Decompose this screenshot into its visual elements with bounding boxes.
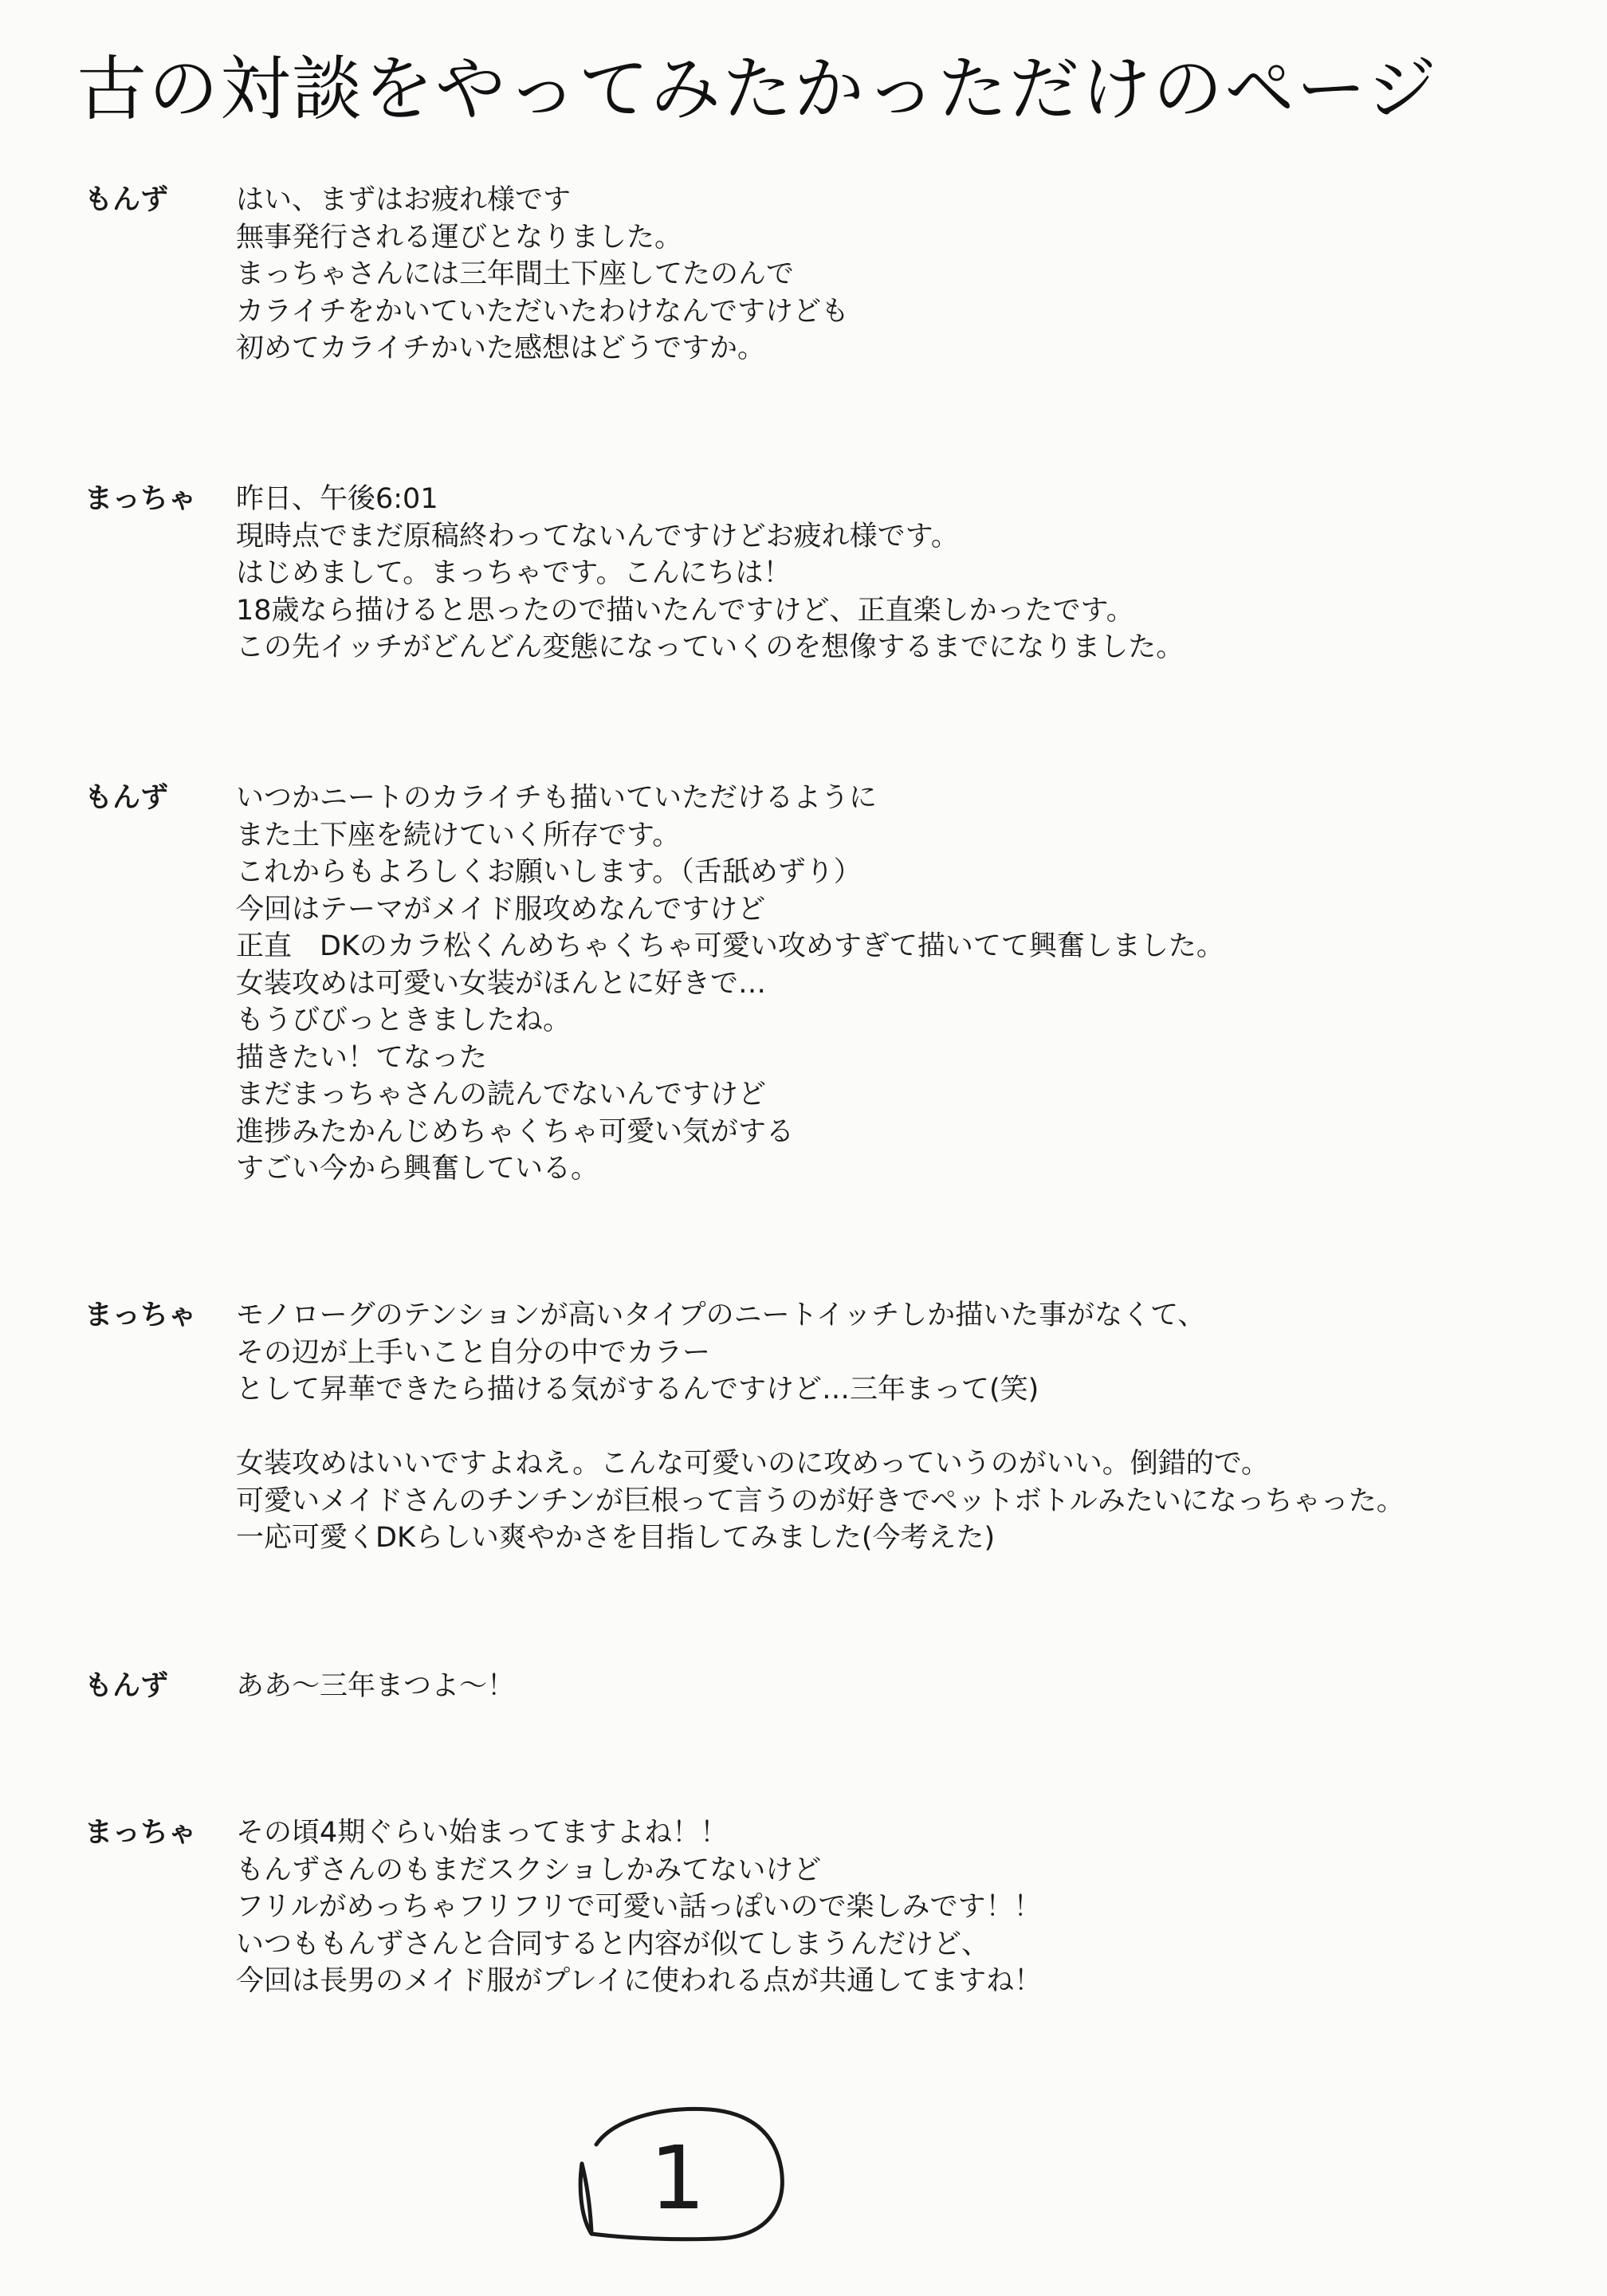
dialogue-line: 可愛いメイドさんのチンチンが巨根って言うのが好きでペットボトルみたいになっちゃった。 — [236, 1484, 1405, 1517]
speaker-name: もんず — [84, 782, 169, 814]
dialogue-line: まだまっちゃさんの読んでないんですけど — [236, 1079, 767, 1111]
dialogue-line: また土下座を続けていく所存です。 — [236, 819, 681, 851]
speaker-name: まっちゃ — [84, 1299, 197, 1331]
dialogue-line: その頃4期ぐらい始まってますよね！！ — [236, 1817, 729, 1849]
dialogue-line: 無事発行される運びとなりました。 — [236, 221, 683, 254]
dialogue-line: として昇華できたら描ける気がするんですけど…三年まって(笑) — [236, 1374, 1039, 1406]
dialogue-line: まっちゃさんには三年間土下座してたのんで — [236, 258, 795, 290]
dialogue-line: モノローグのテンションが高いタイプのニートイッチしか描いた事がなくて、 — [236, 1299, 1206, 1331]
dialogue-line: 18歳なら描けると思ったので描いたんですけど、正直楽しかったです。 — [236, 594, 1134, 627]
speaker-name: まっちゃ — [84, 1817, 197, 1849]
speaker-name: まっちゃ — [84, 483, 197, 515]
dialogue-text — [236, 182, 1559, 368]
dialogue-line: いつかニートのカライチも描いていただけるように — [236, 782, 877, 814]
dialogue-line: 女装攻めは可愛い女装がほんとに好きで… — [236, 967, 767, 1000]
dialogue-line: 今回はテーマがメイド服攻めなんですけど — [236, 893, 766, 926]
dialogue-text — [236, 481, 1559, 666]
dialogue-line: フリルがめっちゃフリフリで可愛い話っぽいので楽しみです！！ — [236, 1891, 1042, 1923]
dialogue-text — [236, 1668, 1559, 1705]
dialogue-line: これからもよろしくお願いします。（舌舐めずり） — [236, 856, 862, 888]
dialogue-line: 初めてカライチかいた感想はどうですか。 — [236, 332, 765, 364]
dialogue-line: 昨日、午後6:01 — [236, 483, 438, 515]
dialogue-line: 進捗みたかんじめちゃくちゃ可愛い気がする — [236, 1115, 795, 1148]
speaker-name: もんず — [84, 184, 169, 216]
blank-line — [236, 1409, 1559, 1446]
dialogue-line: もんずさんのもまだスクショしかみてないけど — [236, 1854, 822, 1886]
speaker-name: もんず — [84, 1670, 169, 1702]
dialogue-text — [236, 1814, 1559, 2000]
dialogue-line: 女装攻めはいいですよねえ。こんな可愛いのに攻めっていうのがいい。倒錯的で。 — [236, 1448, 1270, 1480]
dialogue-line: もうびびっときましたね。 — [236, 1005, 572, 1036]
dialogue-text — [236, 780, 1559, 1188]
dialogue-line: はじめまして。まっちゃです。こんにちは！ — [236, 557, 792, 589]
dialogue-line: いつももんずさんと合同すると内容が似てしまうんだけど、 — [236, 1928, 990, 1960]
page-title: 古の対談をやってみたかっただけのページ — [77, 48, 1439, 130]
hand-drawn-page-number — [558, 2097, 797, 2248]
dialogue-line: 一応可愛くDKらしい爽やかさを目指してみました(今考えた) — [236, 1522, 996, 1554]
dialogue-line: 描きたい！てなった — [236, 1041, 488, 1074]
dialogue-text — [236, 1297, 1559, 1557]
dialogue-line: カライチをかいていただいたわけなんですけども — [236, 295, 849, 328]
dialogue-line: その辺が上手いこと自分の中でカラー — [236, 1336, 711, 1369]
dialogue-line: ああ〜三年まつよ〜！ — [236, 1670, 516, 1702]
dialogue-line: 正直 DKのカラ松くんめちゃくちゃ可愛い攻めすぎて描いてて興奮しました。 — [236, 930, 1224, 962]
dialogue-line: 現時点でまだ原稿終わってないんですけどお疲れ様です。 — [236, 520, 959, 552]
dialogue-line: この先イッチがどんどん変態になっていくのを想像するまでになりました。 — [236, 631, 1185, 663]
page-number: 1 — [650, 2127, 705, 2229]
dialogue-line: 今回は長男のメイド服がプレイに使われる点が共通してますね！ — [236, 1965, 1043, 1997]
dialogue-line: すごい今から興奮している。 — [236, 1153, 599, 1185]
dialogue-line: はい、まずはお疲れ様です — [236, 184, 572, 216]
